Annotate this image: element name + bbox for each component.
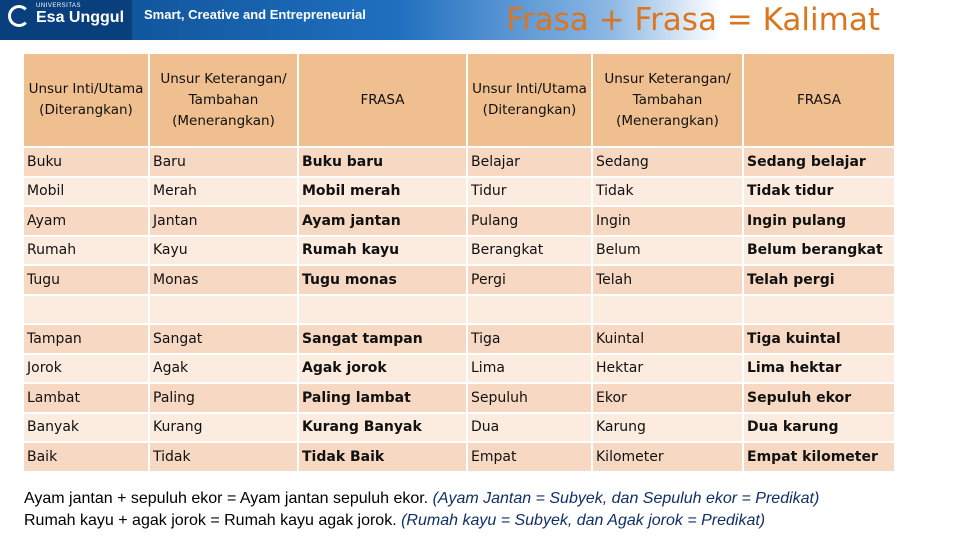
- header-frasa: FRASA: [744, 54, 894, 146]
- cell-unsur-inti: Ayam: [24, 207, 148, 235]
- cell-unsur-keterangan: Paling: [150, 384, 297, 412]
- table-row: [24, 414, 894, 442]
- header-frasa: FRASA: [299, 54, 466, 146]
- cell-unsur-keterangan: Karung: [593, 414, 742, 442]
- cell-unsur-inti: Lima: [468, 355, 591, 383]
- cell-frasa: Kurang Banyak: [299, 414, 466, 442]
- example-text: Ayam jantan + sepuluh ekor = Ayam jantan sepuluh ekor.: [24, 490, 433, 507]
- cell-unsur-keterangan: Kayu: [150, 237, 297, 265]
- table-body: [24, 148, 894, 471]
- table-row: [24, 325, 894, 353]
- cell-unsur-inti: Belajar: [468, 148, 591, 176]
- university-logo: [0, 0, 132, 40]
- cell-unsur-keterangan: [150, 296, 297, 324]
- cell-unsur-keterangan: Telah: [593, 266, 742, 294]
- cell-frasa: Belum berangkat: [744, 237, 894, 265]
- tagline: Smart, Creative and Entrepreneurial: [144, 7, 366, 22]
- cell-unsur-keterangan: Sangat: [150, 325, 297, 353]
- cell-unsur-keterangan: Hektar: [593, 355, 742, 383]
- cell-frasa: Dua karung: [744, 414, 894, 442]
- example-sentences: [24, 488, 954, 532]
- cell-unsur-keterangan: Ingin: [593, 207, 742, 235]
- header-unsur-inti: Unsur Inti/Utama (Diterangkan): [24, 54, 148, 146]
- cell-unsur-keterangan: Baru: [150, 148, 297, 176]
- table-row: [24, 443, 894, 471]
- header-unsur-keterangan: Unsur Keterangan/ Tambahan (Menerangkan): [150, 54, 297, 146]
- cell-unsur-inti: Rumah: [24, 237, 148, 265]
- cell-unsur-keterangan: Monas: [150, 266, 297, 294]
- cell-unsur-keterangan: Tidak: [593, 178, 742, 206]
- table-row: [24, 207, 894, 235]
- cell-unsur-inti: Sepuluh: [468, 384, 591, 412]
- cell-frasa: Lima hektar: [744, 355, 894, 383]
- cell-frasa: Ayam jantan: [299, 207, 466, 235]
- table-row: [24, 384, 894, 412]
- cell-unsur-keterangan: Kuintal: [593, 325, 742, 353]
- cell-unsur-inti: Berangkat: [468, 237, 591, 265]
- cell-unsur-keterangan: Kurang: [150, 414, 297, 442]
- cell-unsur-inti: [468, 296, 591, 324]
- example-line: [24, 488, 954, 510]
- cell-unsur-keterangan: Kilometer: [593, 443, 742, 471]
- logo-subtext: UNIVERSITAS: [36, 3, 82, 9]
- cell-unsur-keterangan: Ekor: [593, 384, 742, 412]
- cell-unsur-inti: Buku: [24, 148, 148, 176]
- cell-unsur-inti: Lambat: [24, 384, 148, 412]
- cell-frasa: [744, 296, 894, 324]
- cell-unsur-keterangan: Tidak: [150, 443, 297, 471]
- table-row: [24, 178, 894, 206]
- cell-unsur-inti: Tampan: [24, 325, 148, 353]
- cell-unsur-inti: Mobil: [24, 178, 148, 206]
- cell-frasa: Tidak tidur: [744, 178, 894, 206]
- table-row: [24, 237, 894, 265]
- cell-unsur-inti: Baik: [24, 443, 148, 471]
- cell-frasa: Telah pergi: [744, 266, 894, 294]
- example-text: Rumah kayu + agak jorok = Rumah kayu agak jorok.: [24, 512, 402, 529]
- example-note: (Rumah kayu = Subyek, dan Agak jorok = Predikat): [401, 512, 766, 529]
- cell-frasa: Rumah kayu: [299, 237, 466, 265]
- cell-unsur-keterangan: Agak: [150, 355, 297, 383]
- table-row: [24, 148, 894, 176]
- cell-unsur-keterangan: Sedang: [593, 148, 742, 176]
- cell-unsur-inti: Jorok: [24, 355, 148, 383]
- table-row: [24, 355, 894, 383]
- header-unsur-keterangan: Unsur Keterangan/ Tambahan (Menerangkan): [593, 54, 742, 146]
- table-row: [24, 296, 894, 324]
- cell-unsur-keterangan: Jantan: [150, 207, 297, 235]
- cell-unsur-inti: [24, 296, 148, 324]
- table-row: [24, 266, 894, 294]
- cell-frasa: Ingin pulang: [744, 207, 894, 235]
- cell-unsur-inti: Pergi: [468, 266, 591, 294]
- frasa-table: [22, 52, 896, 473]
- example-line: [24, 510, 954, 532]
- cell-unsur-keterangan: Belum: [593, 237, 742, 265]
- cell-frasa: Agak jorok: [299, 355, 466, 383]
- cell-frasa: [299, 296, 466, 324]
- cell-unsur-inti: Pulang: [468, 207, 591, 235]
- slide-title: Frasa + Frasa = Kalimat: [506, 2, 880, 38]
- cell-unsur-keterangan: [593, 296, 742, 324]
- cell-unsur-inti: Empat: [468, 443, 591, 471]
- cell-frasa: Tiga kuintal: [744, 325, 894, 353]
- logo-emblem-icon: [8, 5, 30, 27]
- cell-unsur-inti: Tugu: [24, 266, 148, 294]
- cell-frasa: Sedang belajar: [744, 148, 894, 176]
- cell-frasa: Empat kilometer: [744, 443, 894, 471]
- cell-frasa: Sangat tampan: [299, 325, 466, 353]
- cell-unsur-inti: Dua: [468, 414, 591, 442]
- logo-text: Esa Unggul: [36, 9, 125, 26]
- cell-frasa: Tidak Baik: [299, 443, 466, 471]
- cell-unsur-inti: Banyak: [24, 414, 148, 442]
- header-unsur-inti: Unsur Inti/Utama (Diterangkan): [468, 54, 591, 146]
- cell-frasa: Buku baru: [299, 148, 466, 176]
- cell-frasa: Tugu monas: [299, 266, 466, 294]
- example-note: (Ayam Jantan = Subyek, dan Sepuluh ekor = Predikat): [432, 490, 820, 507]
- cell-frasa: Mobil merah: [299, 178, 466, 206]
- table-header-row: [24, 54, 894, 146]
- cell-unsur-keterangan: Merah: [150, 178, 297, 206]
- cell-unsur-inti: Tiga: [468, 325, 591, 353]
- cell-frasa: Sepuluh ekor: [744, 384, 894, 412]
- cell-unsur-inti: Tidur: [468, 178, 591, 206]
- cell-frasa: Paling lambat: [299, 384, 466, 412]
